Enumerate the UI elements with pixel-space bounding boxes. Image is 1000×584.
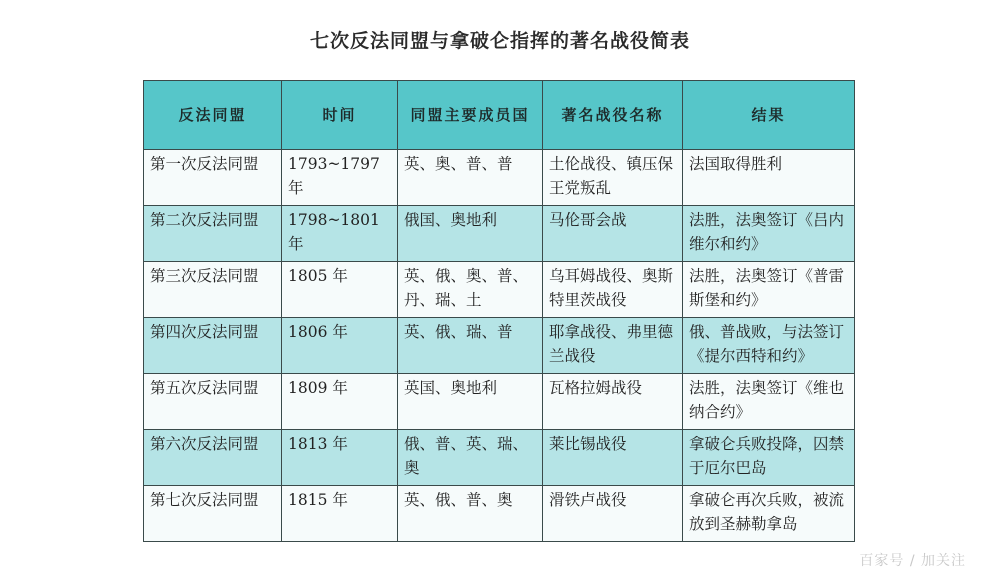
cell-members: 英、俄、普、奥 <box>398 486 543 542</box>
cell-result: 俄、普战败，与法签订《提尔西特和约》 <box>683 318 855 374</box>
cell-battles: 瓦格拉姆战役 <box>543 374 683 430</box>
cell-members: 英、俄、奥、普、丹、瑞、土 <box>398 262 543 318</box>
cell-battles: 耶拿战役、弗里德兰战役 <box>543 318 683 374</box>
cell-time: 1793~1797 年 <box>282 150 398 206</box>
cell-battles: 土伦战役、镇压保王党叛乱 <box>543 150 683 206</box>
table-row <box>144 262 855 318</box>
cell-coalition: 第七次反法同盟 <box>144 486 282 542</box>
table-row <box>144 430 855 486</box>
cell-coalition: 第五次反法同盟 <box>144 374 282 430</box>
watermark: 百家号 / 加关注 <box>859 553 966 569</box>
column-header-members: 同盟主要成员国 <box>398 81 543 150</box>
table-row <box>144 318 855 374</box>
column-header-time: 时间 <box>282 81 398 150</box>
cell-time: 1798~1801 年 <box>282 206 398 262</box>
cell-result: 法胜，法奥签订《维也纳合约》 <box>683 374 855 430</box>
cell-battles: 莱比锡战役 <box>543 430 683 486</box>
cell-battles: 马伦哥会战 <box>543 206 683 262</box>
cell-time: 1813 年 <box>282 430 398 486</box>
cell-battles: 乌耳姆战役、奥斯特里茨战役 <box>543 262 683 318</box>
table-header-row <box>144 81 855 150</box>
column-header-battles: 著名战役名称 <box>543 81 683 150</box>
cell-time: 1806 年 <box>282 318 398 374</box>
cell-result: 法胜，法奥签订《吕内维尔和约》 <box>683 206 855 262</box>
page-title: 七次反法同盟与拿破仑指挥的著名战役简表 <box>309 30 690 52</box>
cell-coalition: 第六次反法同盟 <box>144 430 282 486</box>
column-header-coalition: 反法同盟 <box>144 81 282 150</box>
cell-coalition: 第四次反法同盟 <box>144 318 282 374</box>
cell-members: 英、俄、瑞、普 <box>398 318 543 374</box>
cell-members: 英、奥、普、普 <box>398 150 543 206</box>
cell-result: 法国取得胜利 <box>683 150 855 206</box>
cell-result: 拿破仑兵败投降，囚禁于厄尔巴岛 <box>683 430 855 486</box>
cell-time: 1805 年 <box>282 262 398 318</box>
column-header-result: 结果 <box>683 81 855 150</box>
cell-coalition: 第三次反法同盟 <box>144 262 282 318</box>
cell-coalition: 第一次反法同盟 <box>144 150 282 206</box>
cell-time: 1809 年 <box>282 374 398 430</box>
table-row <box>144 150 855 206</box>
cell-members: 英国、奥地利 <box>398 374 543 430</box>
cell-time: 1815 年 <box>282 486 398 542</box>
cell-members: 俄国、奥地利 <box>398 206 543 262</box>
table-row <box>144 374 855 430</box>
cell-members: 俄、普、英、瑞、奥 <box>398 430 543 486</box>
battles-table <box>143 80 855 542</box>
cell-result: 拿破仑再次兵败，被流放到圣赫勒拿岛 <box>683 486 855 542</box>
cell-coalition: 第二次反法同盟 <box>144 206 282 262</box>
table-row <box>144 206 855 262</box>
cell-battles: 滑铁卢战役 <box>543 486 683 542</box>
cell-result: 法胜，法奥签订《普雷斯堡和约》 <box>683 262 855 318</box>
table-row <box>144 486 855 542</box>
